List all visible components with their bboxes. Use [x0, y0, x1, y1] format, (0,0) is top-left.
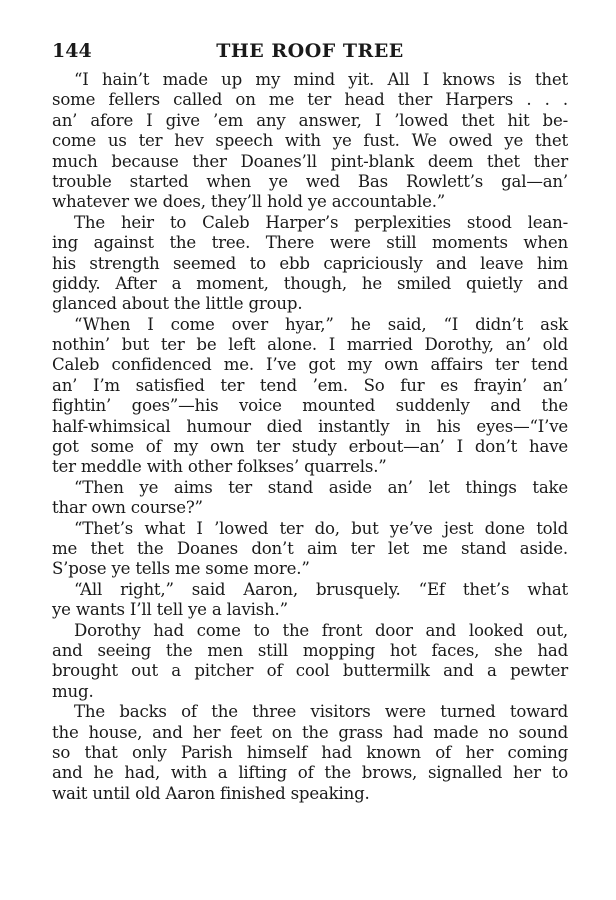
- text-line: me thet the Doanes don’t aim ter let me stand aside.: [52, 538, 568, 558]
- text-line: giddy. After a moment, though, he smiled quietly and: [52, 273, 568, 293]
- page-number: 144: [52, 40, 92, 62]
- text-line: the house, and her feet on the grass had made no sound: [52, 722, 568, 742]
- text-line: whatever we does, they’ll hold ye accountable.”: [52, 192, 446, 212]
- running-title: THE ROOF TREE: [216, 40, 404, 62]
- text-line: ter meddle with other folkses’ quarrels.”: [52, 457, 387, 477]
- text-line: come us ter hev speech with ye fust. We owed ye thet: [52, 131, 568, 151]
- text-line: mug.: [52, 681, 94, 701]
- text-line: trouble started when ye wed Bas Rowlett’s gal—an’: [52, 171, 568, 191]
- text-line: ye wants I’ll tell ye a lavish.”: [52, 600, 288, 620]
- text-line: Caleb confidenced me. I’ve got my own affairs ter tend: [52, 355, 568, 375]
- text-line: Dorothy had come to the front door and looked out,: [74, 620, 568, 640]
- text-line: fightin’ goes”—his voice mounted suddenly and the: [52, 396, 568, 416]
- text-line: “I hain’t made up my mind yit. All I knows is thet: [74, 70, 568, 89]
- text-line: The heir to Caleb Harper’s perplexities stood lean-: [74, 212, 568, 232]
- text-line: wait until old Aaron finished speaking.: [52, 783, 370, 803]
- text-line: so that only Parish himself had known of her coming: [52, 742, 568, 762]
- text-line: “Thet’s what I ’lowed ter do, but ye’ve jest done told: [74, 518, 568, 538]
- text-line: an’ I’m satisfied ter tend ’em. So fur es frayin’ an’: [52, 375, 568, 395]
- text-line: S’pose ye tells me some more.”: [52, 559, 310, 579]
- text-line: “All right,” said Aaron, brusquely. “Ef thet’s what: [74, 579, 568, 599]
- text-line: ing against the tree. There were still moments when: [52, 233, 568, 253]
- text-line: and seeing the men still mopping hot faces, she had: [52, 640, 568, 660]
- text-line: and he had, with a lifting of the brows, signalled her to: [52, 763, 568, 783]
- text-line: “When I come over hyar,” he said, “I didn’t ask: [74, 314, 568, 334]
- text-line: brought out a pitcher of cool buttermilk and a pewter: [52, 661, 568, 681]
- body-text: [52, 70, 568, 804]
- text-line: nothin’ but ter be left alone. I married Dorothy, an’ old: [52, 335, 568, 355]
- text-line: “Then ye aims ter stand aside an’ let things take: [74, 477, 568, 497]
- page-header: [52, 40, 568, 70]
- text-line: got some of my own ter study erbout—an’ I don’t have: [52, 437, 568, 457]
- text-line: much because ther Doanes’ll pint-blank deem thet ther: [52, 151, 568, 171]
- text-line: glanced about the little group.: [52, 294, 303, 314]
- text-line: some fellers called on me ter head ther Harpers . . .: [52, 90, 568, 110]
- text-line: The backs of the three visitors were turned toward: [74, 702, 568, 722]
- text-line: his strength seemed to ebb capriciously and leave him: [52, 253, 568, 273]
- text-line: half-whimsical humour died instantly in his eyes—“I’ve: [52, 416, 568, 436]
- text-line: thar own course?”: [52, 498, 203, 518]
- text-line: an’ afore I give ’em any answer, I ’lowed thet hit be-: [52, 110, 568, 130]
